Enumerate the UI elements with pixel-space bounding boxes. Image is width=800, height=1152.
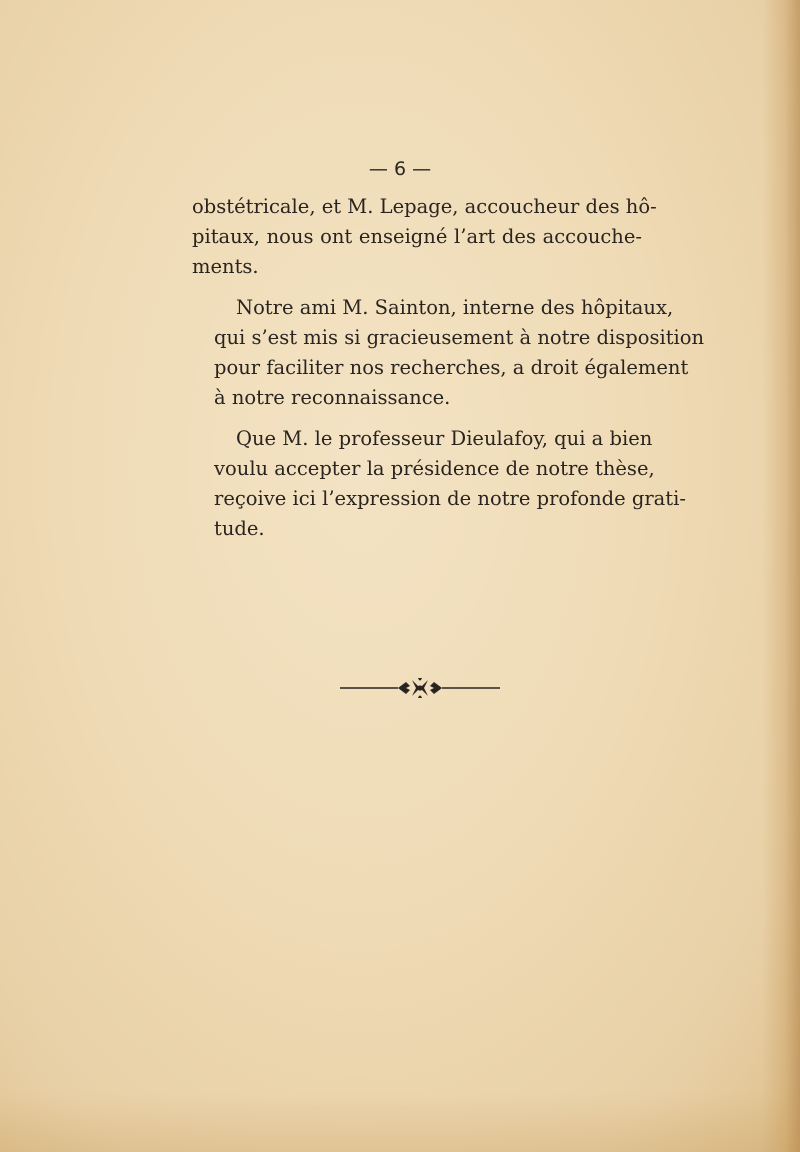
text-line: tude. bbox=[214, 517, 265, 540]
paragraph-1 bbox=[192, 192, 657, 282]
text-line: qui s’est mis si gracieusement à notre disposition bbox=[214, 326, 705, 349]
text-line: Notre ami M. Sainton, interne des hôpitaux, bbox=[236, 296, 674, 319]
paragraph-2 bbox=[192, 293, 705, 413]
text-line: pitaux, nous ont enseigné l’art des accouche- bbox=[192, 225, 642, 248]
text-line: ments. bbox=[192, 255, 259, 278]
text-line: Que M. le professeur Dieulafoy, qui a bien bbox=[236, 427, 653, 450]
page-bottom-shadow bbox=[0, 1092, 800, 1152]
body-text bbox=[192, 192, 705, 555]
text-line: à notre reconnaissance. bbox=[214, 386, 451, 409]
text-line: reçoive ici l’expression de notre profonde grati- bbox=[214, 487, 686, 510]
text-line: pour faciliter nos recherches, a droit également bbox=[214, 356, 689, 379]
fleuron-divider-icon bbox=[340, 676, 500, 700]
paragraph-3 bbox=[192, 424, 686, 544]
page-number: — 6 — bbox=[368, 158, 432, 180]
text-line: voulu accepter la présidence de notre thèse, bbox=[214, 457, 655, 480]
text-line: obstétricale, et M. Lepage, accoucheur des hô- bbox=[192, 195, 657, 218]
